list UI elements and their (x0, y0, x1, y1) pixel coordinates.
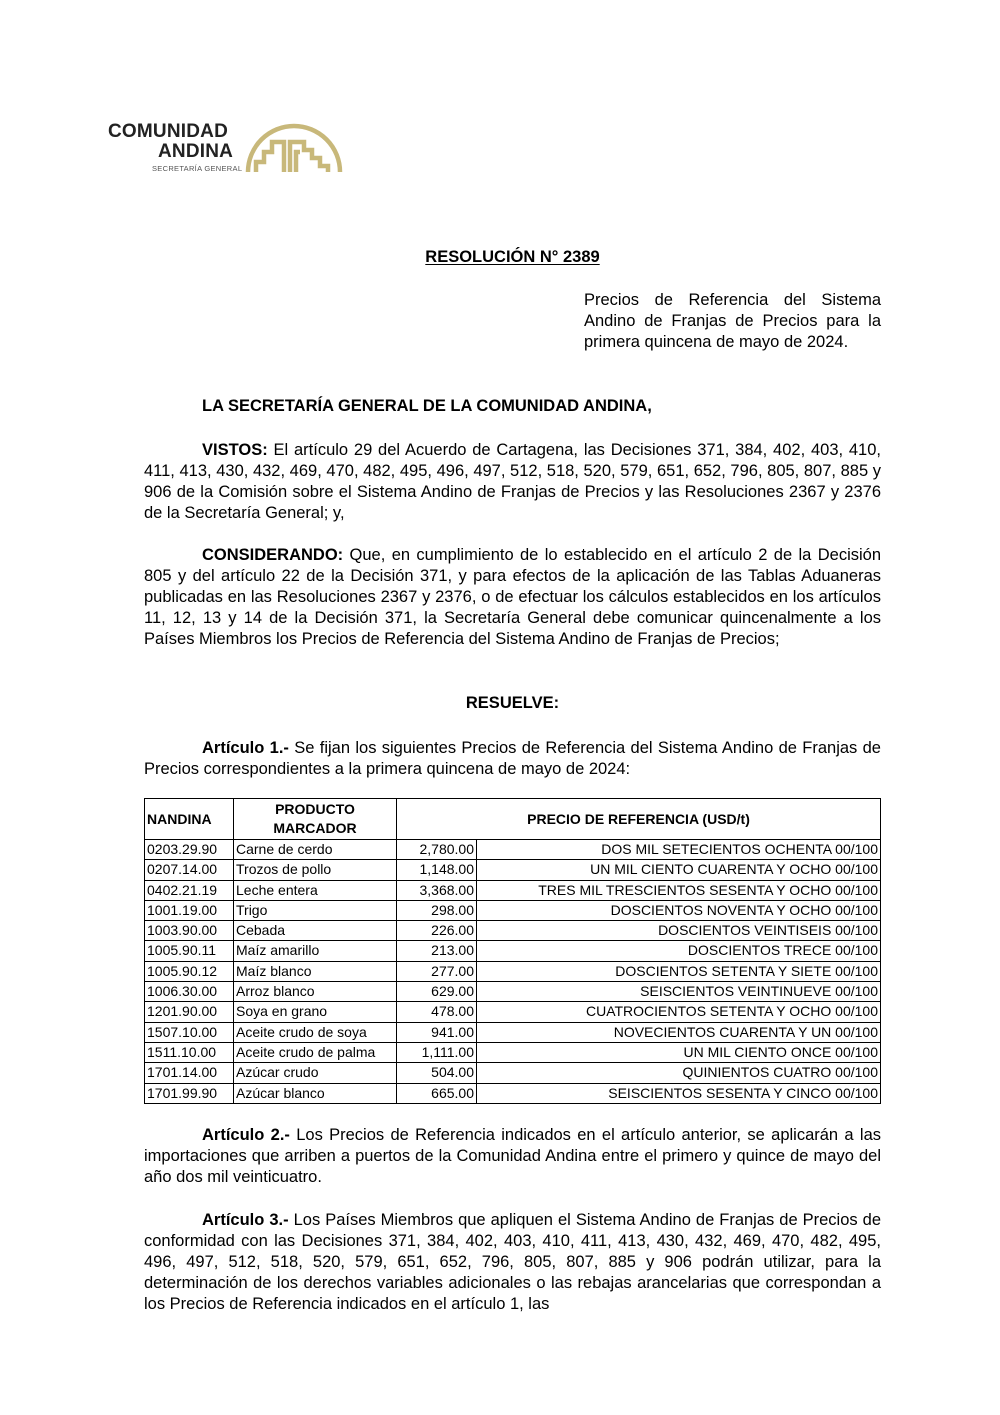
price-value-cell: 1,148.00 (397, 860, 477, 880)
price-value-cell: 941.00 (397, 1022, 477, 1042)
considerando-paragraph (144, 545, 881, 650)
reference-price-table (144, 798, 881, 1104)
product-name-cell: Azúcar crudo (234, 1063, 397, 1083)
table-row (145, 860, 881, 880)
price-in-words-cell: UN MIL CIENTO ONCE 00/100 (477, 1042, 881, 1062)
considerando-label: CONSIDERANDO: (202, 546, 344, 564)
comunidad-andina-logo (108, 118, 348, 178)
table-row (145, 982, 881, 1002)
nandina-code-cell: 1005.90.11 (145, 941, 234, 961)
andean-stepped-arch-icon (244, 118, 344, 174)
table-row (145, 1002, 881, 1022)
price-value-cell: 1,111.00 (397, 1042, 477, 1062)
product-name-cell: Trozos de pollo (234, 860, 397, 880)
price-value-cell: 277.00 (397, 961, 477, 981)
price-value-cell: 298.00 (397, 900, 477, 920)
product-name-cell: Aceite crudo de soya (234, 1022, 397, 1042)
table-row (145, 900, 881, 920)
product-name-cell: Cebada (234, 921, 397, 941)
price-in-words-cell: NOVECIENTOS CUARENTA Y UN 00/100 (477, 1022, 881, 1042)
price-in-words-cell: DOSCIENTOS TRECE 00/100 (477, 941, 881, 961)
article-3-label: Artículo 3.- (202, 1211, 289, 1229)
nandina-code-cell: 1006.30.00 (145, 982, 234, 1002)
price-in-words-cell: DOS MIL SETECIENTOS OCHENTA 00/100 (477, 840, 881, 860)
table-row (145, 840, 881, 860)
article-1-text: Se fijan los siguientes Precios de Referencia del Sistema Andino de Franjas de Precios correspondientes a la primera quincena de mayo de 2024: (144, 739, 881, 778)
nandina-code-cell: 1003.90.00 (145, 921, 234, 941)
product-name-cell: Carne de cerdo (234, 840, 397, 860)
price-value-cell: 629.00 (397, 982, 477, 1002)
product-name-cell: Aceite crudo de palma (234, 1042, 397, 1062)
nandina-code-cell: 0203.29.90 (145, 840, 234, 860)
article-2-text: Los Precios de Referencia indicados en el artículo anterior, se aplicarán a las importaciones que arriben a puertos de la Comunidad Andina entre el primero y quince de mayo del año dos mil veinticuatro. (144, 1126, 881, 1186)
nandina-code-cell: 1701.99.90 (145, 1083, 234, 1103)
nandina-code-cell: 0402.21.19 (145, 880, 234, 900)
price-value-cell: 478.00 (397, 1002, 477, 1022)
logo-text-comunidad: COMUNIDAD (108, 121, 229, 142)
price-value-cell: 504.00 (397, 1063, 477, 1083)
header-nandina: NANDINA (145, 799, 234, 840)
nandina-code-cell: 1201.90.00 (145, 1002, 234, 1022)
table-row (145, 1042, 881, 1062)
price-in-words-cell: DOSCIENTOS VEINTISEIS 00/100 (477, 921, 881, 941)
product-name-cell: Azúcar blanco (234, 1083, 397, 1103)
product-name-cell: Maíz amarillo (234, 941, 397, 961)
price-in-words-cell: UN MIL CIENTO CUARENTA Y OCHO 00/100 (477, 860, 881, 880)
table-row (145, 941, 881, 961)
article-1-label: Artículo 1.- (202, 739, 289, 757)
nandina-code-cell: 1001.19.00 (145, 900, 234, 920)
vistos-paragraph (144, 440, 881, 524)
product-name-cell: Arroz blanco (234, 982, 397, 1002)
article-1-paragraph (144, 738, 881, 780)
product-name-cell: Soya en grano (234, 1002, 397, 1022)
table-row (145, 921, 881, 941)
resolution-title: RESOLUCIÓN N° 2389 (425, 248, 600, 266)
table-row (145, 961, 881, 981)
logo-subtitle: SECRETARÍA GENERAL (152, 164, 243, 173)
issuing-authority: LA SECRETARÍA GENERAL DE LA COMUNIDAD ANDINA, (202, 397, 652, 415)
header-precio-referencia: PRECIO DE REFERENCIA (USD/t) (397, 799, 881, 840)
table-body (145, 840, 881, 1104)
price-value-cell: 2,780.00 (397, 840, 477, 860)
resuelve-heading: RESUELVE: (465, 694, 560, 712)
nandina-code-cell: 1511.10.00 (145, 1042, 234, 1062)
price-value-cell: 3,368.00 (397, 880, 477, 900)
table-row (145, 1083, 881, 1103)
product-name-cell: Trigo (234, 900, 397, 920)
resolution-subject: Precios de Referencia del Sistema Andino de Franjas de Precios para la primera quincena de mayo de 2024. (584, 291, 881, 351)
price-value-cell: 665.00 (397, 1083, 477, 1103)
table-header-row (145, 799, 881, 840)
article-3-paragraph (144, 1210, 881, 1315)
nandina-code-cell: 0207.14.00 (145, 860, 234, 880)
price-value-cell: 213.00 (397, 941, 477, 961)
considerando-text: Que, en cumplimiento de lo establecido en el artículo 2 de la Decisión 805 y del artículo 22 de la Decisión 371, y para efectos de la aplicación de las Tablas Aduaneras publicadas en las Resoluciones 2367 y 2376, o de efectuar los cálculos establecidos en los artículos 11, 12, 13 y 14 de la Decisión 371, la Secretaría General debe comunicar quincenalmente a los Países Miembros los Precios de Referencia del Sistema Andino de Franjas de Precios; (144, 546, 881, 648)
product-name-cell: Maíz blanco (234, 961, 397, 981)
price-in-words-cell: CUATROCIENTOS SETENTA Y OCHO 00/100 (477, 1002, 881, 1022)
article-2-paragraph (144, 1125, 881, 1188)
article-2-label: Artículo 2.- (202, 1126, 290, 1144)
price-in-words-cell: DOSCIENTOS SETENTA Y SIETE 00/100 (477, 961, 881, 981)
product-name-cell: Leche entera (234, 880, 397, 900)
logo-text-andina: ANDINA (158, 141, 234, 162)
table-row (145, 1063, 881, 1083)
price-value-cell: 226.00 (397, 921, 477, 941)
table-row (145, 1022, 881, 1042)
header-producto-marcador: PRODUCTO MARCADOR (234, 799, 397, 840)
vistos-text: El artículo 29 del Acuerdo de Cartagena, las Decisiones 371, 384, 402, 403, 410, 411, 413, 430, 432, 469, 470, 482, 495, 496, 497, 512, 518, 520, 579, 651, 652, 796, 805, 807, 885 y 906 de la Comisión sobre el Sistema Andino de Franjas de Precios y las Resoluciones 2367 y 2376 de la Secretaría General; y, (144, 441, 881, 522)
price-in-words-cell: SEISCIENTOS VEINTINUEVE 00/100 (477, 982, 881, 1002)
price-in-words-cell: TRES MIL TRESCIENTOS SESENTA Y OCHO 00/100 (477, 880, 881, 900)
nandina-code-cell: 1701.14.00 (145, 1063, 234, 1083)
price-in-words-cell: SEISCIENTOS SESENTA Y CINCO 00/100 (477, 1083, 881, 1103)
table-row (145, 880, 881, 900)
vistos-label: VISTOS: (202, 441, 268, 459)
price-in-words-cell: DOSCIENTOS NOVENTA Y OCHO 00/100 (477, 900, 881, 920)
nandina-code-cell: 1507.10.00 (145, 1022, 234, 1042)
article-3-text: Los Países Miembros que apliquen el Sistema Andino de Franjas de Precios de conformidad con las Decisiones 371, 384, 402, 403, 410, 411, 413, 430, 432, 469, 470, 482, 495, 496, 497, 512, 518, 520, 579, 651, 652, 796, 805, 807, 885 y 906 podrán utilizar, para la determinación de los derechos variables adicionales o las rebajas arancelarias que correspondan a los Precios de Referencia indicados en el artículo 1, las (144, 1211, 881, 1313)
price-in-words-cell: QUINIENTOS CUATRO 00/100 (477, 1063, 881, 1083)
nandina-code-cell: 1005.90.12 (145, 961, 234, 981)
